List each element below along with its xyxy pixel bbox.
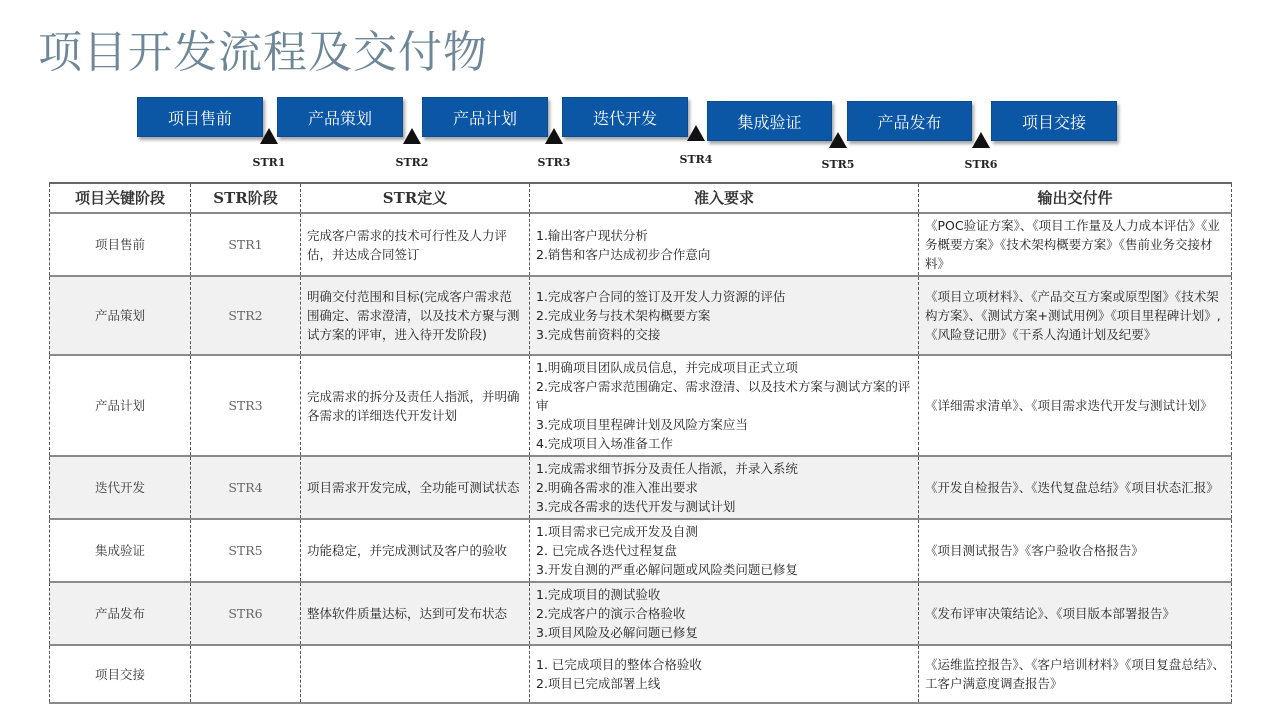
- flow-stage-label: 迭代开发: [592, 108, 657, 128]
- milestone-label: STR4: [679, 153, 713, 166]
- requirement-item: 2.完成客户的演示合格验收: [536, 606, 686, 621]
- requirement-item: 1.输出客户现状分析: [536, 227, 648, 243]
- table-row: [50, 645, 1232, 703]
- table-row: [50, 355, 1232, 456]
- requirement-item: 2. 已完成各迭代过程复盘: [536, 543, 677, 558]
- flow-stage-release: [847, 101, 972, 141]
- requirement-item: 3.完成各需求的迭代开发与测试计划: [536, 499, 736, 514]
- requirement-item: 4.完成项目入场准备工作: [536, 436, 673, 451]
- row-str: STR2: [191, 276, 301, 355]
- row-requirements: [530, 645, 919, 703]
- row-requirements: [530, 582, 919, 645]
- row-requirements: [530, 456, 919, 519]
- milestone-label: STR2: [395, 156, 429, 169]
- deliverables-table: [49, 182, 1232, 704]
- row-requirements: [530, 355, 919, 456]
- milestone-marker-icon: [829, 132, 847, 148]
- milestone-marker-icon: [687, 125, 705, 141]
- table-row: [50, 582, 1232, 645]
- requirement-item: 2.明确各需求的准入准出要求: [536, 480, 698, 495]
- row-stage: 产品策划: [50, 276, 191, 355]
- row-deliverables: 《开发自检报告》、《迭代复盘总结》《项目状态汇报》: [919, 456, 1232, 519]
- flow-stage-label: 集成验证: [737, 112, 802, 132]
- requirement-item: 1.项目需求已完成开发及自测: [536, 524, 698, 539]
- flow-stage-presales: [137, 97, 263, 137]
- milestone-label: STR3: [537, 156, 571, 169]
- row-str: STR1: [191, 213, 301, 276]
- requirement-item: 1. 已完成项目的整体合格验收: [536, 657, 702, 672]
- table-row: [50, 276, 1232, 355]
- milestone-marker-icon: [972, 132, 990, 148]
- table-row: [50, 213, 1232, 276]
- milestone-label: STR6: [964, 158, 998, 171]
- row-stage: 迭代开发: [50, 456, 191, 519]
- requirement-item: 1.完成项目的测试验收: [536, 587, 661, 602]
- row-stage: 产品发布: [50, 582, 191, 645]
- row-deliverables: 《POC验证方案》、《项目工作量及人力成本评估》《业务概要方案》《技术架构概要方案》《售前业务交接材料》: [919, 213, 1232, 276]
- header-str-phase: STR阶段: [191, 183, 301, 213]
- milestone-marker-icon: [260, 128, 278, 144]
- requirement-item: 3.完成售前资料的交接: [536, 327, 661, 342]
- table-row: [50, 456, 1232, 519]
- header-str-definition: STR定义: [301, 183, 530, 213]
- requirement-item: 2.完成业务与技术架构概要方案: [536, 308, 711, 323]
- flow-stage-iteration: [562, 97, 688, 137]
- milestone-marker-icon: [403, 128, 421, 144]
- process-flow: [0, 0, 1280, 180]
- table-header-row: [50, 183, 1232, 213]
- requirement-item: 2.项目已完成部署上线: [536, 676, 661, 691]
- row-str: STR5: [191, 519, 301, 582]
- row-deliverables: 《详细需求清单》、《项目需求迭代开发与测试计划》: [919, 355, 1232, 456]
- requirement-item: 3.项目风险及必解问题已修复: [536, 625, 698, 640]
- row-requirements: [530, 276, 919, 355]
- row-definition: 功能稳定，并完成测试及客户的验收: [301, 519, 530, 582]
- requirement-item: 3.完成项目里程碑计划及风险方案应当: [536, 417, 748, 432]
- requirement-item: 1.完成需求细节拆分及责任人指派，并录入系统: [536, 461, 798, 476]
- row-str: [191, 645, 301, 703]
- milestone-marker-icon: [545, 128, 563, 144]
- row-stage: 项目交接: [50, 645, 191, 703]
- row-definition: 明确交付范围和目标(完成客户需求范围确定、需求澄清，以及技术方聚与测试方案的评审，进入待开发阶段): [301, 276, 530, 355]
- page-title: 项目开发流程及交付物: [38, 27, 488, 78]
- row-str: STR6: [191, 582, 301, 645]
- row-deliverables: 《项目测试报告》《客户验收合格报告》: [919, 519, 1232, 582]
- requirement-item: 3.开发自测的严重必解问题或风险类问题已修复: [536, 562, 798, 577]
- row-requirements: [530, 519, 919, 582]
- flow-stage-label: 项目交接: [1021, 112, 1086, 132]
- flow-stage-integration: [707, 101, 832, 141]
- flow-stage-label: 产品计划: [452, 108, 517, 128]
- flow-stage-handover: [991, 101, 1117, 141]
- row-requirements: [530, 213, 919, 276]
- requirement-item: 2.销售和客户达成初步合作意向: [536, 246, 711, 262]
- row-definition: 项目需求开发完成，全功能可测试状态: [301, 456, 530, 519]
- row-definition: [301, 645, 530, 703]
- row-deliverables: 《发布评审决策结论》、《项目版本部署报告》: [919, 582, 1232, 645]
- row-definition: 完成需求的拆分及责任人指派，并明确各需求的详细迭代开发计划: [301, 355, 530, 456]
- flow-stage-label: 项目售前: [167, 108, 232, 128]
- row-stage: 集成验证: [50, 519, 191, 582]
- row-definition: 整体软件质量达标，达到可发布状态: [301, 582, 530, 645]
- flow-stage-label: 产品策划: [307, 108, 372, 128]
- header-deliverables: 输出交付件: [919, 183, 1232, 213]
- header-stage: 项目关键阶段: [50, 183, 191, 213]
- row-deliverables: 《项目立项材料》、《产品交互方案或原型图》《技术架构方案》、《测试方案+测试用例》《项目里程碑计划》,《风险登记册》《干系人沟通计划及纪要》: [919, 276, 1232, 355]
- row-definition: 完成客户需求的技术可行性及人力评估，并达成合同签订: [301, 213, 530, 276]
- milestone-label: STR1: [252, 156, 286, 169]
- requirement-item: 1.明确项目团队成员信息，并完成项目正式立项: [536, 360, 798, 375]
- requirement-item: 1.完成客户合同的签订及开发人力资源的评估: [536, 289, 786, 304]
- header-entry-requirements: 准入要求: [530, 183, 919, 213]
- flow-stage-product-plan: [422, 97, 548, 137]
- row-str: STR4: [191, 456, 301, 519]
- row-stage: 项目售前: [50, 213, 191, 276]
- flow-stage-planning: [277, 97, 403, 137]
- requirement-item: 2.完成客户需求范围确定、需求澄清、以及技术方案与测试方案的评审: [536, 379, 911, 413]
- row-deliverables: 《运维监控报告》、《客户培训材料》《项目复盘总结》、工客户满意度调查报告》: [919, 645, 1232, 703]
- milestone-label: STR5: [821, 158, 855, 171]
- row-str: STR3: [191, 355, 301, 456]
- table-row: [50, 519, 1232, 582]
- row-stage: 产品计划: [50, 355, 191, 456]
- flow-stage-label: 产品发布: [877, 112, 942, 132]
